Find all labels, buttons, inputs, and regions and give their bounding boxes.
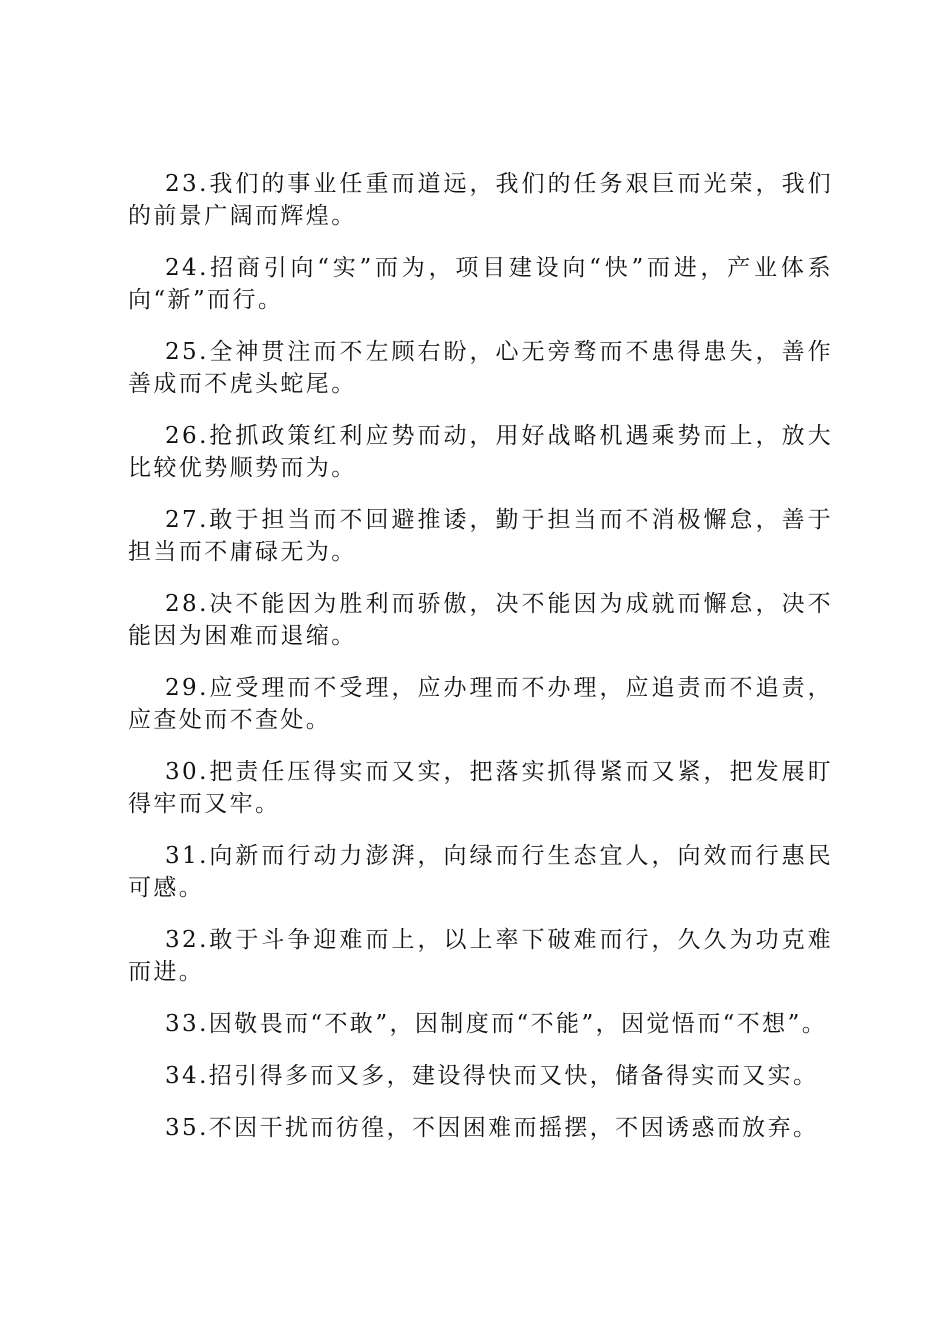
- list-item-23: 23.我们的事业任重而道远，我们的任务艰巨而光荣，我们的前景广阔而辉煌。: [128, 171, 833, 229]
- list-item-28: 28.决不能因为胜利而骄傲，决不能因为成就而懈怠，决不能因为困难而退缩。: [128, 591, 833, 649]
- list-item-35: 35.不因干扰而彷徨，不因困难而摇摆，不因诱惑而放弃。: [165, 1115, 819, 1141]
- document-body: [128, 168, 833, 1164]
- list-item-29: 29.应受理而不受理，应办理而不办理，应追责而不追责，应查处而不查处。: [128, 675, 833, 733]
- list-item-24: 24.招商引向“实”而为，项目建设向“快”而进，产业体系向“新”而行。: [128, 255, 833, 313]
- list-item-33: 33.因敬畏而“不敢”，因制度而“不能”，因觉悟而“不想”。: [165, 1011, 828, 1037]
- list-item-27: 27.敢于担当而不回避推诿，勤于担当而不消极懈怠，善于担当而不庸碌无为。: [128, 507, 833, 565]
- list-item-32: 32.敢于斗争迎难而上，以上率下破难而行，久久为功克难而进。: [128, 927, 833, 985]
- list-item-31: 31.向新而行动力澎湃，向绿而行生态宜人，向效而行惠民可感。: [128, 843, 833, 901]
- list-item-34: 34.招引得多而又多，建设得快而又快，储备得实而又实。: [165, 1063, 819, 1089]
- list-item-26: 26.抢抓政策红利应势而动，用好战略机遇乘势而上，放大比较优势顺势而为。: [128, 423, 833, 481]
- list-item-30: 30.把责任压得实而又实，把落实抓得紧而又紧，把发展盯得牢而又牢。: [128, 759, 833, 817]
- list-item-25: 25.全神贯注而不左顾右盼，心无旁骛而不患得患失，善作善成而不虎头蛇尾。: [128, 339, 833, 397]
